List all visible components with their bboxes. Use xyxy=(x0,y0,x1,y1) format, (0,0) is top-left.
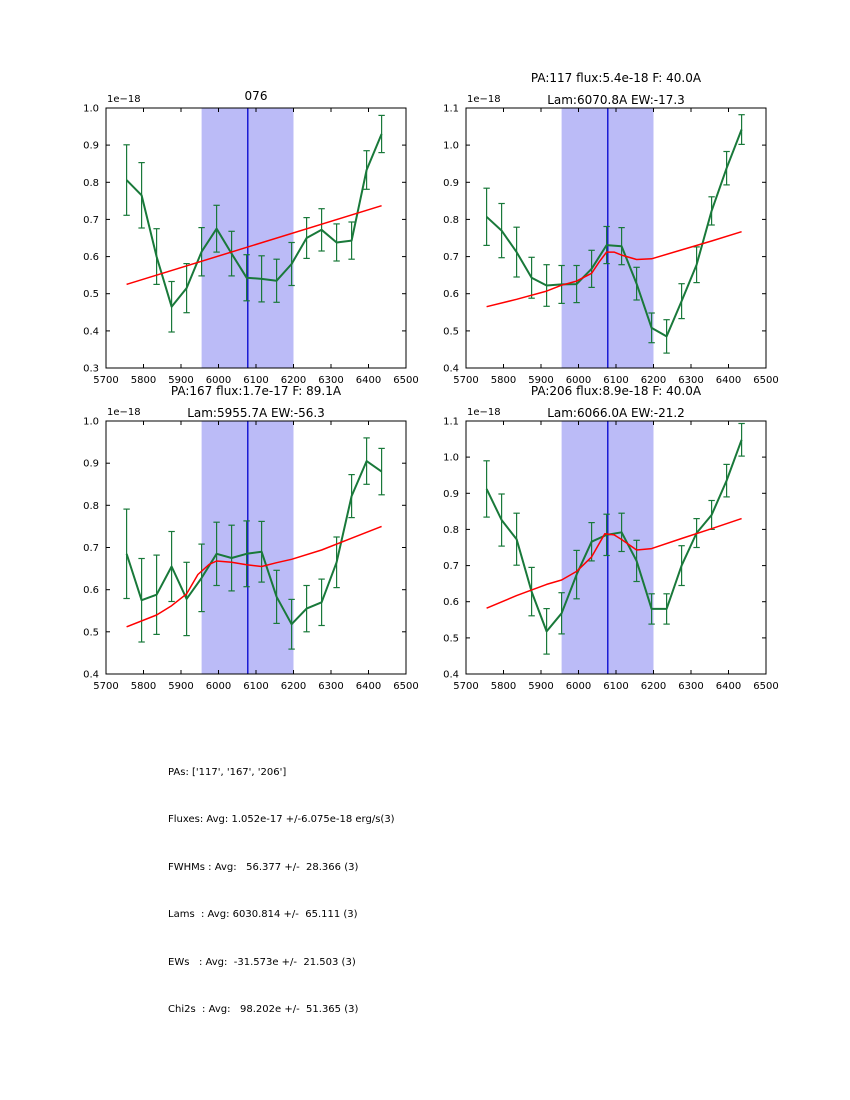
y-tick-label: 0.5 xyxy=(443,633,459,645)
y-axis-offset-label: 1e−18 xyxy=(467,94,501,105)
x-tick-label: 6200 xyxy=(640,681,667,692)
y-tick-label: 0.7 xyxy=(443,561,459,573)
subplot-2 xyxy=(83,384,419,692)
stats-line-ews: EWs : Avg: -31.573e +/- 21.503 (3) xyxy=(168,956,356,968)
x-tick-label: 6100 xyxy=(603,681,629,692)
x-tick-label: 5800 xyxy=(130,375,157,386)
subplot-title: PA:167 flux:1.7e-17 F: 89.1A xyxy=(170,384,342,398)
y-tick-label: 0.6 xyxy=(443,289,459,301)
subplot-1 xyxy=(443,71,779,386)
x-tick-label: 5900 xyxy=(168,681,194,692)
y-axis-offset-label: 1e−18 xyxy=(107,407,141,418)
x-tick-label: 6400 xyxy=(355,375,382,386)
x-tick-label: 6300 xyxy=(678,375,704,386)
x-tick-label: 6000 xyxy=(205,375,232,386)
y-tick-label: 1.1 xyxy=(443,103,459,115)
y-tick-label: 0.4 xyxy=(83,326,99,338)
y-tick-label: 0.6 xyxy=(83,585,99,597)
x-tick-label: 6400 xyxy=(715,375,742,386)
y-tick-label: 1.1 xyxy=(443,416,459,428)
subplot-title: 076 xyxy=(244,89,268,103)
x-tick-label: 6100 xyxy=(243,375,269,386)
y-tick-label: 0.9 xyxy=(443,488,459,500)
y-tick-label: 0.4 xyxy=(443,669,459,681)
x-tick-label: 6200 xyxy=(280,681,307,692)
x-tick-label: 5900 xyxy=(528,375,554,386)
y-tick-label: 0.3 xyxy=(83,363,99,375)
x-tick-label: 6200 xyxy=(280,375,307,386)
stats-line-lams: Lams : Avg: 6030.814 +/- 65.111 (3) xyxy=(168,909,358,921)
stats-line-fluxes: Fluxes: Avg: 1.052e-17 +/-6.075e-18 erg/s(3) xyxy=(168,814,395,826)
x-tick-label: 6500 xyxy=(753,375,779,386)
y-tick-label: 1.0 xyxy=(83,416,99,428)
y-tick-label: 0.9 xyxy=(443,177,459,189)
x-tick-label: 5700 xyxy=(453,375,479,386)
y-tick-label: 0.9 xyxy=(83,458,99,470)
stats-line-pas: PAs: ['117', '167', '206'] xyxy=(168,767,287,778)
subplot-title: Lam:5955.7A EW:-56.3 xyxy=(187,406,325,420)
x-tick-label: 6500 xyxy=(753,681,779,692)
x-tick-label: 6200 xyxy=(640,375,667,386)
y-axis-offset-label: 1e−18 xyxy=(467,407,501,418)
y-tick-label: 0.9 xyxy=(83,140,99,152)
x-tick-label: 5800 xyxy=(130,681,157,692)
x-tick-label: 6300 xyxy=(318,375,344,386)
y-tick-label: 0.5 xyxy=(443,326,459,338)
y-tick-label: 0.4 xyxy=(443,363,459,375)
x-tick-label: 5700 xyxy=(453,681,479,692)
subplot-title: Lam:6070.8A EW:-17.3 xyxy=(547,93,685,107)
x-tick-label: 6400 xyxy=(715,681,742,692)
x-tick-label: 6500 xyxy=(393,375,419,386)
subplot-3 xyxy=(443,384,779,692)
x-tick-label: 5700 xyxy=(93,375,119,386)
subplot-0 xyxy=(83,89,419,386)
subplot-title: Lam:6066.0A EW:-21.2 xyxy=(547,406,685,420)
x-tick-label: 6100 xyxy=(603,375,629,386)
y-tick-label: 1.0 xyxy=(443,452,459,464)
y-tick-label: 0.5 xyxy=(83,289,99,301)
x-tick-label: 5900 xyxy=(168,375,194,386)
y-tick-label: 1.0 xyxy=(443,140,459,152)
y-tick-label: 0.8 xyxy=(443,214,459,226)
x-tick-label: 6500 xyxy=(393,681,419,692)
x-tick-label: 6300 xyxy=(678,681,704,692)
x-tick-label: 6100 xyxy=(243,681,269,692)
y-tick-label: 0.5 xyxy=(83,627,99,639)
y-tick-label: 0.7 xyxy=(443,252,459,264)
stats-summary xyxy=(168,738,395,1044)
y-tick-label: 0.8 xyxy=(443,524,459,536)
stats-line-chi2s: Chi2s : Avg: 98.202e +/- 51.365 (3) xyxy=(168,1003,359,1015)
y-tick-label: 1.0 xyxy=(83,103,99,115)
y-tick-label: 0.6 xyxy=(83,252,99,264)
y-tick-label: 0.7 xyxy=(83,543,99,554)
y-tick-label: 0.8 xyxy=(83,177,99,189)
subplot-title: PA:206 flux:8.9e-18 F: 40.0A xyxy=(530,384,702,398)
y-tick-label: 0.4 xyxy=(83,669,99,681)
x-tick-label: 5800 xyxy=(490,375,517,386)
subplot-title: PA:117 flux:5.4e-18 F: 40.0A xyxy=(530,71,702,85)
x-tick-label: 5700 xyxy=(93,681,119,692)
x-tick-label: 6000 xyxy=(565,375,592,386)
x-tick-label: 6400 xyxy=(355,681,382,692)
y-tick-label: 0.6 xyxy=(443,597,459,609)
y-tick-label: 0.7 xyxy=(83,214,99,226)
x-tick-label: 6000 xyxy=(565,681,592,692)
y-axis-offset-label: 1e−18 xyxy=(107,94,141,105)
x-tick-label: 5900 xyxy=(528,681,554,692)
stats-line-fwhms: FWHMs : Avg: 56.377 +/- 28.366 (3) xyxy=(168,861,359,873)
x-tick-label: 5800 xyxy=(490,681,517,692)
x-tick-label: 6000 xyxy=(205,681,232,692)
x-tick-label: 6300 xyxy=(318,681,344,692)
y-tick-label: 0.8 xyxy=(83,500,99,512)
